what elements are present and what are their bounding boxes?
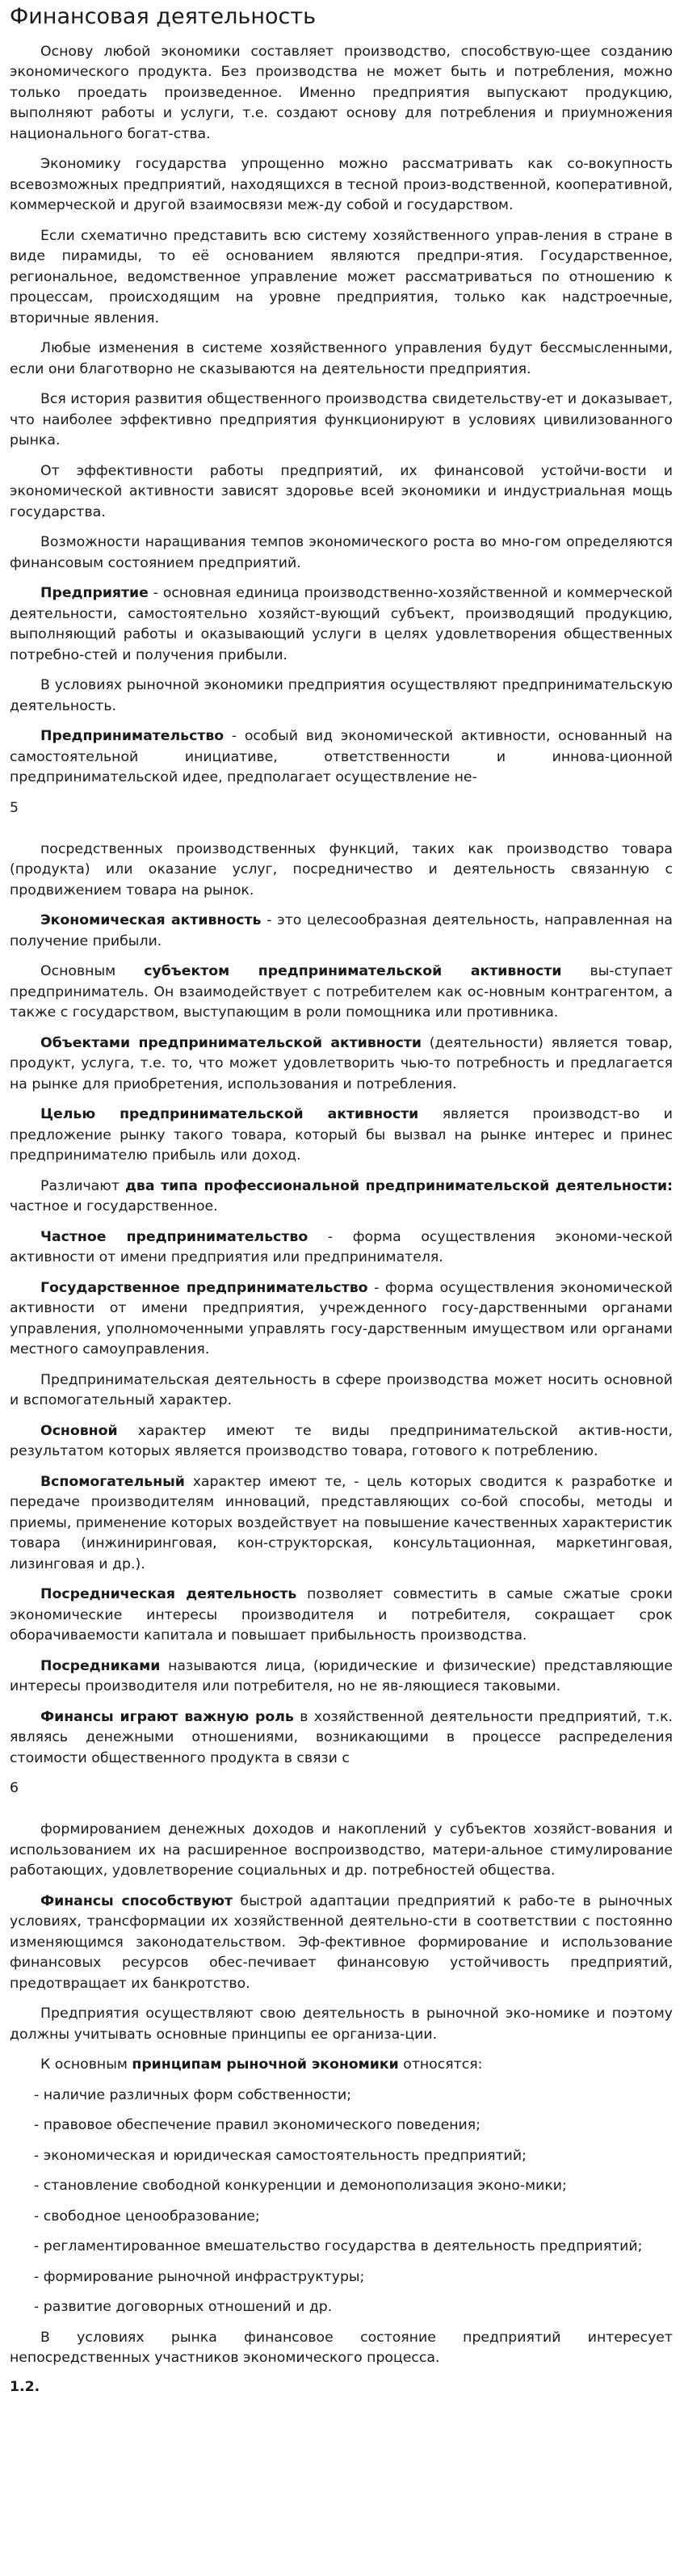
text-run: называются лица, (юридические и физические) представляющие интересы производителя или потребителя, но не яв-ляющиеся таковыми. <box>10 1657 673 1695</box>
text-run: частное и государственное. <box>10 1198 218 1215</box>
text-run: характер имеют те виды предпринимательской актив-ности, результатом которых является производство товара, готового к потреблению. <box>10 1422 673 1460</box>
bold-term: Государственное предпринимательство <box>40 1279 368 1296</box>
text-run: быстрой адаптации предприятий к рабо-те в рыночных условиях, трансформации их хозяйственной деятельно-сти в соответствии с постоянно изменяющимся законодательством. Эф-фективное формирование и использование финансовых ресурсов обес-печивает финансовую устойчивость предприятий, предотвращает их банкротство. <box>10 1892 673 1992</box>
paragraph-group-2 <box>10 840 673 1770</box>
list-item: - свободное ценообразование; <box>34 2208 260 2225</box>
text-run: Вся история развития общественного производства свидетельству-ет и доказывает, что наиболее эффективно предприятия функционируют в условиях цивилизованного рынка. <box>10 391 673 449</box>
text-run: - это целесообразная деятельность, направленная на получение прибыли. <box>10 912 673 949</box>
paragraph <box>10 1278 673 1361</box>
bold-term: Посредниками <box>40 1657 161 1674</box>
text-run: Экономику государства упрощенно можно рассматривать как со-вокупность всевозможных предприятий, находящихся в тесной произ-водственной, кооперативной, коммерческой и другой взаимосвязи меж-ду собой и государством. <box>10 156 673 214</box>
bold-term: Частное предпринимательство <box>40 1228 308 1245</box>
text-run: От эффективности работы предприятий, их финансовой устойчи-вости и экономической активности зависят здоровье всей экономики и индустриальная мощь государства. <box>10 462 673 520</box>
text-run: Основным <box>40 963 145 980</box>
text-run: посредственных производственных функций, таких как производство товара (продукта) или оказание услуг, посредничество и деятельность связанную с продвижением товара на рынок. <box>10 840 673 899</box>
list-item: - правовое обеспечение правил экономического поведения; <box>34 2117 480 2134</box>
paragraph <box>10 339 673 380</box>
paragraph <box>10 1892 673 1995</box>
paragraph <box>10 1033 673 1096</box>
paragraph <box>10 1105 673 1167</box>
bold-term: Финансы играют важную роль <box>40 1708 294 1725</box>
text-run: Предпринимательская деятельность в сфере производства может носить основной и вспомогательный характер. <box>10 1371 673 1409</box>
paragraph <box>10 1820 673 1882</box>
text-run: - форма осуществления экономической активности от имени предприятия, учрежденного госу-дарственными органами управления, уполномоченными управлять госу-дарственным имуществом или органами местного самоуправления. <box>10 1279 673 1358</box>
paragraph-group-1 <box>10 42 673 789</box>
text-run: Предприятия осуществляют свою деятельность в рыночной эко-номике и поэтому должны учитывать основные принципы ее организа-ции. <box>10 2006 673 2043</box>
text-run: - особый вид экономической активности, основанный на самостоятельной инициативе, ответственности и иннова-ционной предпринимательской идее, предполагает осуществление не- <box>10 728 673 786</box>
list-item: - формирование рыночной инфраструктуры; <box>34 2268 365 2285</box>
text-run: (деятельности) является товар, продукт, услуга, т.е. то, что может удовлетворить чью-то потребность и предлагается на рынке для приобретения, использования и потребления. <box>10 1034 673 1092</box>
list-item: - экономическая и юридическая самостоятельность предприятий; <box>34 2147 527 2164</box>
bold-term: принципам рыночной экономики <box>132 2056 399 2073</box>
text-run: - форма осуществления экономи-ческой активности от имени предприятия или предпринимателя. <box>10 1228 673 1266</box>
text-run: относятся: <box>398 2056 483 2073</box>
paragraph <box>10 1472 673 1576</box>
paragraph <box>10 42 673 145</box>
bold-term: два типа профессиональной предпринимательской деятельности: <box>124 1177 673 1194</box>
paragraph <box>10 840 673 902</box>
paragraph <box>10 154 673 217</box>
principles-list <box>10 2086 673 2318</box>
paragraph <box>10 676 673 717</box>
text-run: - основная единица производственно-хозяйственной и коммерческой деятельности, самостоятельно хозяйст-вующий субъект, производящий продукцию, выполняющий работы и оказывающий услуги в целях удовлетворения общественных потребно-стей и получения прибыли. <box>10 585 673 663</box>
document-title: Финансовая деятельность <box>10 4 316 29</box>
paragraph <box>10 1176 673 1218</box>
list-item: - наличие различных форм собственности; <box>34 2086 352 2103</box>
paragraph <box>10 461 673 524</box>
bold-term: Целью предпринимательской активности <box>40 1106 419 1123</box>
paragraph <box>10 389 673 452</box>
text-run: Если схематично представить всю систему хозяйственного управ-ления в стране в виде пирамиды, то её основанием являются предпри-ятия. Государственное, региональное, ведомственное управление может рассматриваться по отношению к процессам, происходящим на уровне предприятия, только как надстроечные, вторичные явления. <box>10 227 673 326</box>
text-run: Возможности наращивания темпов экономического роста во мно-гом определяются финансовым состоянием предприятий. <box>10 534 673 571</box>
text-run: В условиях рынка финансовое состояние предприятий интересует непосредственных участников экономического процесса. <box>10 2329 673 2367</box>
paragraph <box>10 911 673 952</box>
bold-term: Вспомогательный <box>40 1473 185 1490</box>
list-item: - становление свободной конкуренции и демонополизация эконо-мики; <box>34 2178 567 2195</box>
text-run: в хозяйственной деятельности предприятий, т.к. являясь денежными отношениями, возникающими в процессе распределения стоимости общественного продукта в связи с <box>10 1708 673 1766</box>
list-item: - регламентированное вмешательство государства в деятельность предприятий; <box>34 2238 643 2255</box>
paragraph <box>10 583 673 666</box>
paragraph <box>10 226 673 330</box>
page-number: 6 <box>10 1780 19 1797</box>
text-run: вы-ступает предприниматель. Он взаимодействует с потребителем как ос-новным контрагентом, а также с государством, выступающим в роли помощника или противника. <box>10 963 673 1021</box>
bold-term: субъектом предпринимательской активности <box>144 963 562 980</box>
paragraph <box>10 1421 673 1463</box>
text-run: Различают <box>40 1177 125 1194</box>
text-run: позволяет совместить в самые сжатые сроки экономические интересы производителя и потребителя, сокращает срок оборачиваемости капитала и повышает прибыльность производства. <box>10 1586 673 1644</box>
paragraph-group-4 <box>10 2328 673 2369</box>
paragraph <box>10 2004 673 2045</box>
text-run: формированием денежных доходов и накоплений у субъектов хозяйст-вования и использованием их на расширенное воспроизводство, матери-альное стимулирование работающих, удовлетворение социальных и др. потребностей общества. <box>10 1821 673 1879</box>
paragraph <box>10 1227 673 1269</box>
text-run: В условиях рыночной экономики предприятия осуществляют предпринимательскую деятельность. <box>10 677 673 714</box>
text-run: К основным <box>40 2056 132 2073</box>
list-item: - развитие договорных отношений и др. <box>34 2299 333 2316</box>
paragraph <box>10 1585 673 1647</box>
paragraph <box>10 962 673 1024</box>
page-number: 5 <box>10 799 19 816</box>
text-run: Основу любой экономики составляет производство, способствую-щее созданию экономического продукта. Без производства не может быть и потребления, можно только проедать произведенное. Именно предприятия выпускают продукцию, выполняют работы и услуги, т.е. создают основу для потребления и приумножения национального богат-ства. <box>10 43 673 142</box>
section-number: 1.2. <box>10 2378 40 2395</box>
paragraph <box>10 1370 673 1412</box>
text-run: Любые изменения в системе хозяйственного управления будут бессмысленными, если они благотворно не сказываются на деятельности предприятия. <box>10 340 673 377</box>
paragraph <box>10 726 673 789</box>
bold-term: Основной <box>40 1422 118 1439</box>
paragraph <box>10 532 673 574</box>
bold-term: Экономическая активность <box>40 912 262 929</box>
paragraph-group-3 <box>10 1820 673 2076</box>
paragraph <box>10 1707 673 1770</box>
paragraph <box>10 2055 673 2076</box>
paragraph <box>10 2328 673 2369</box>
bold-term: Предпринимательство <box>40 728 225 745</box>
paragraph <box>10 1656 673 1698</box>
bold-term: Объектами предпринимательской активности <box>40 1034 422 1051</box>
text-run: характер имеют те, - цель которых сводится к разработке и передаче производителям инноваций, представляющих со-бой способы, методы и приемы, применение которых воздействует на повышение качественных характеристик товара (инжиниринговая, кон-структорская, консультационная, маркетинговая, лизинговая и др.). <box>10 1473 673 1572</box>
bold-term: Предприятие <box>40 585 149 602</box>
bold-term: Финансы способствуют <box>40 1892 233 1909</box>
bold-term: Посредническая деятельность <box>40 1586 297 1603</box>
text-run: является производст-во и предложение рынку такого товара, который бы вызвал на рынке интерес и принес предпринимателю прибыль или доход. <box>10 1106 673 1164</box>
